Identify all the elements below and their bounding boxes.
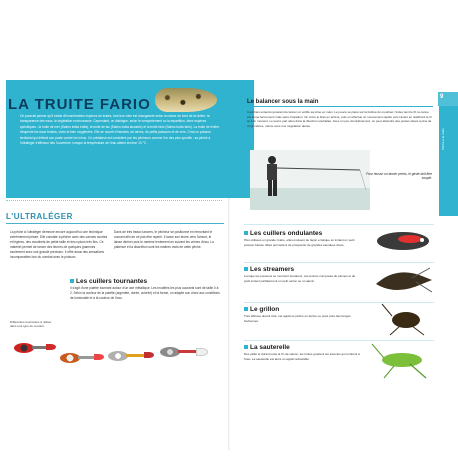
bullet-square-icon bbox=[244, 231, 248, 235]
spinner-lure-4 bbox=[160, 346, 208, 358]
lure-heading-label: Les streamers bbox=[250, 266, 295, 273]
lure-text-streamers: Lorsque les poissons se montrent boudeurs, ces leurres composés de plumes et de poils imitent parfaitement un petit vairon ou un alevin. bbox=[244, 274, 356, 283]
spinner-lure-3 bbox=[108, 350, 156, 362]
bullet-square-icon bbox=[244, 267, 248, 271]
box-title: Le balancer sous la main bbox=[247, 99, 319, 105]
lures-caption: Différentes tournantes à utiliser dans tout type de courant. bbox=[10, 320, 52, 328]
spinner-lure-1 bbox=[14, 342, 56, 354]
lure-text-grillon: Très efficace durant l'été, cet appât se pêche en dérive ou posé près des berges herbeuses. bbox=[244, 314, 351, 323]
bullet-square-icon bbox=[244, 307, 248, 311]
angler-illustration bbox=[250, 150, 370, 210]
box-caption: Pour réussir un lancer précis, le geste doit être souple. bbox=[366, 172, 432, 181]
bullet-square-icon bbox=[70, 279, 74, 283]
lure-heading-streamers bbox=[244, 266, 294, 273]
page-title: LA TRUITE FARIO bbox=[8, 96, 151, 113]
streamer-fly-illustration bbox=[372, 262, 436, 298]
bullet-square-icon bbox=[244, 345, 248, 349]
lure-heading-label: Les cuillers ondulantes bbox=[250, 230, 323, 237]
lure-divider bbox=[244, 224, 434, 225]
text-column-2: Dans de très beaux lancers, le pêcheur se positionne en remontant le courant afin de ne pas être repéré. Il lance son leurre vers l'amont, le laisse dériver puis le ramène lentement en suivant les veines d'eau. La patience et la discrétion sont les maîtres mots de cette pêche. bbox=[114, 230, 214, 249]
lure-heading-sauterelle bbox=[244, 344, 290, 351]
section-title: L'ULTRALÉGER bbox=[6, 212, 73, 221]
lure-heading-label: La sauterelle bbox=[250, 344, 290, 351]
lure-heading-grillon bbox=[244, 306, 279, 313]
chapter-sidebar bbox=[439, 106, 458, 216]
grasshopper-illustration bbox=[370, 340, 436, 380]
box-rule bbox=[247, 106, 433, 107]
lures-heading-label: Les cuillers tournantes bbox=[76, 278, 148, 285]
trout-photo bbox=[155, 88, 217, 112]
lures-text: Il s'agit d'une palette tournant autour d'un axe métallique. Les modèles les plus courants sont de taille 0 à 2. Selon la couleur de la palette (argentée, dorée, cuivrée) et la forme, on adapte son choix aux conditions de luminosité et à la couleur de l'eau. bbox=[70, 286, 220, 300]
cricket-illustration bbox=[380, 302, 432, 336]
dotted-divider bbox=[6, 200, 222, 201]
spoon-lure-illustration bbox=[370, 228, 436, 254]
page-number: 9 bbox=[440, 94, 444, 100]
lures-heading bbox=[70, 278, 147, 285]
lure-text-sauterelle: Dès juillet et durant toute la fin de saison, les truites guettent les insectes qui tombent à l'eau. La sauterelle est alors un appât redoutable. bbox=[244, 352, 360, 361]
lure-heading-label: Le grillon bbox=[250, 306, 280, 313]
section-rule bbox=[6, 223, 224, 224]
intro-text: On pourrait penser qu'il existe d'innombrables espèces de truites, tant leur robe est changeante selon la nature du fond de la rivière, la transparence des eaux, la végétation environnante. Cependant, on distingue, selon le comportement ou la répartition, deux espèces spécifiques : la truite de mer (Salmo trutta trutta), la truite de lac (Salmo trutta lacustris) et la truite fario (Salmo trutta fario). La truite de rivière fréquente les eaux froides, vives et bien oxygénées. Elle se nourrit d'insectes, de larves, de petits poissons et de vers. C'est un poisson territorial qui défend son poste contre les intrus. Ce prédateur est considéré par les pêcheurs comme l'un des plus sportifs ; sa pêche à l'ultraléger s'effectue dès l'ouverture, lorsque la température de l'eau atteint environ 10 °C. bbox=[20, 114, 220, 146]
spinner-lure-2 bbox=[60, 352, 104, 364]
lure-heading-ondulantes bbox=[244, 230, 322, 237]
lure-text-ondulantes: Plus utilisées en grande rivière, elles évoluent de façon erratique en imitant un petit poisson blessé. Elles permettent de prospecter de grandes étendues d'eau. bbox=[244, 238, 355, 247]
box-text: Il est bien entendu qu'avant de lancer on vérifie sa prise en main. Le pouce se place sur la bobine du moulinet, l'index tient le fil, la canne est tenue fermement mais sans crispation. On arme le bras en arrière, puis on effectue un mouvement rapide vers l'avant en relâchant le fil au bon moment. Le leurre part alors dans la direction souhaitée. Avec un peu d'entraînement, on peut atteindre des postes situés à plus de vingt mètres, même sous une végétation dense. bbox=[247, 110, 432, 128]
chapter-sidebar-label: Pêche à la truite bbox=[441, 128, 445, 150]
text-column-1: La pêche à l'ultraléger demeure encore aujourd'hui une technique extrêmement prisée. Elle consiste à pêcher avec des cannes courtes et légères, des moulinets de petite taille et des nylons très fins. Ce matériel permet de lancer des leurres de quelques grammes seulement avec une grande précision. Il offre aussi des sensations incomparables lors du combat avec le poisson. bbox=[10, 230, 108, 259]
